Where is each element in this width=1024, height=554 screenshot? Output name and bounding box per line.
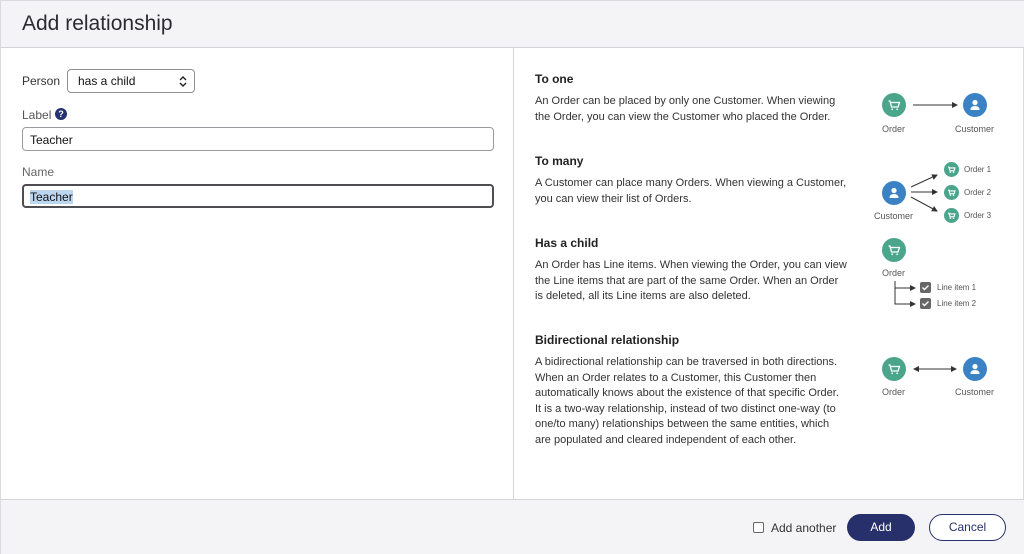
help-icon[interactable]: ? (55, 108, 67, 120)
name-input-value: Teacher (30, 190, 73, 204)
diagram-label: Order 1 (964, 165, 992, 174)
section-title-bidirectional: Bidirectional relationship (535, 333, 680, 347)
checkbox-icon (920, 298, 931, 309)
diagram-label: Line item 1 (937, 283, 977, 292)
section-body-bidirectional: A bidirectional relationship can be traversed in both directions. When an Order relates to a Customer, this Customer then automatically knows about the existence of that specific Order. It is a two-way relationship, instead of two distinct one-way (to one/to many) relationships between the same entities, which are populated and cleared independent of each other. (535, 356, 839, 446)
section-body-has-a-child: An Order has Line items. When viewing the Order, you can view the Line items that are part of the same Order. When an Order is deleted, all its Line items are also deleted. (535, 259, 847, 302)
section-title-to-one: To one (535, 72, 574, 86)
name-field-label: Name (22, 165, 55, 179)
cart-icon (944, 208, 959, 223)
add-another-checkbox[interactable] (753, 522, 764, 533)
diagram-label: Order (882, 268, 906, 278)
cart-icon (944, 162, 959, 177)
section-body-to-many: A Customer can place many Orders. When viewing a Customer, you can view their list of Orders. (535, 177, 847, 205)
diagram-label: Customer (955, 124, 995, 134)
add-another-label[interactable]: Add another (771, 521, 837, 535)
diagram-label: Customer (955, 387, 995, 397)
relationship-type-value: has a child (78, 74, 136, 88)
cancel-button[interactable]: Cancel (929, 514, 1006, 541)
label-field-label: Label (22, 108, 52, 122)
checkbox-icon (920, 282, 931, 293)
diagram-label: Order (882, 124, 906, 134)
label-input-value: Teacher (30, 133, 73, 147)
diagram-label: Order 3 (964, 211, 992, 220)
section-title-to-many: To many (535, 154, 584, 168)
section-title-has-a-child: Has a child (535, 236, 599, 250)
cart-icon (944, 185, 959, 200)
person-icon (963, 357, 987, 381)
person-icon (963, 93, 987, 117)
diagram-connectors (1, 1, 1024, 554)
cart-icon (882, 238, 906, 262)
diagram-label: Order 2 (964, 188, 992, 197)
person-label: Person (22, 74, 61, 88)
add-button[interactable]: Add (847, 514, 915, 541)
section-body-to-one: An Order can be placed by only one Customer. When viewing the Order, you can view the Customer who placed the Order. (535, 95, 836, 123)
diagram-label: Line item 2 (937, 299, 977, 308)
cart-icon (882, 357, 906, 381)
diagram-label: Order (882, 387, 906, 397)
diagram-label: Customer (874, 211, 914, 221)
cart-icon (882, 93, 906, 117)
person-icon (882, 181, 906, 205)
dialog-title: Add relationship (22, 12, 173, 35)
